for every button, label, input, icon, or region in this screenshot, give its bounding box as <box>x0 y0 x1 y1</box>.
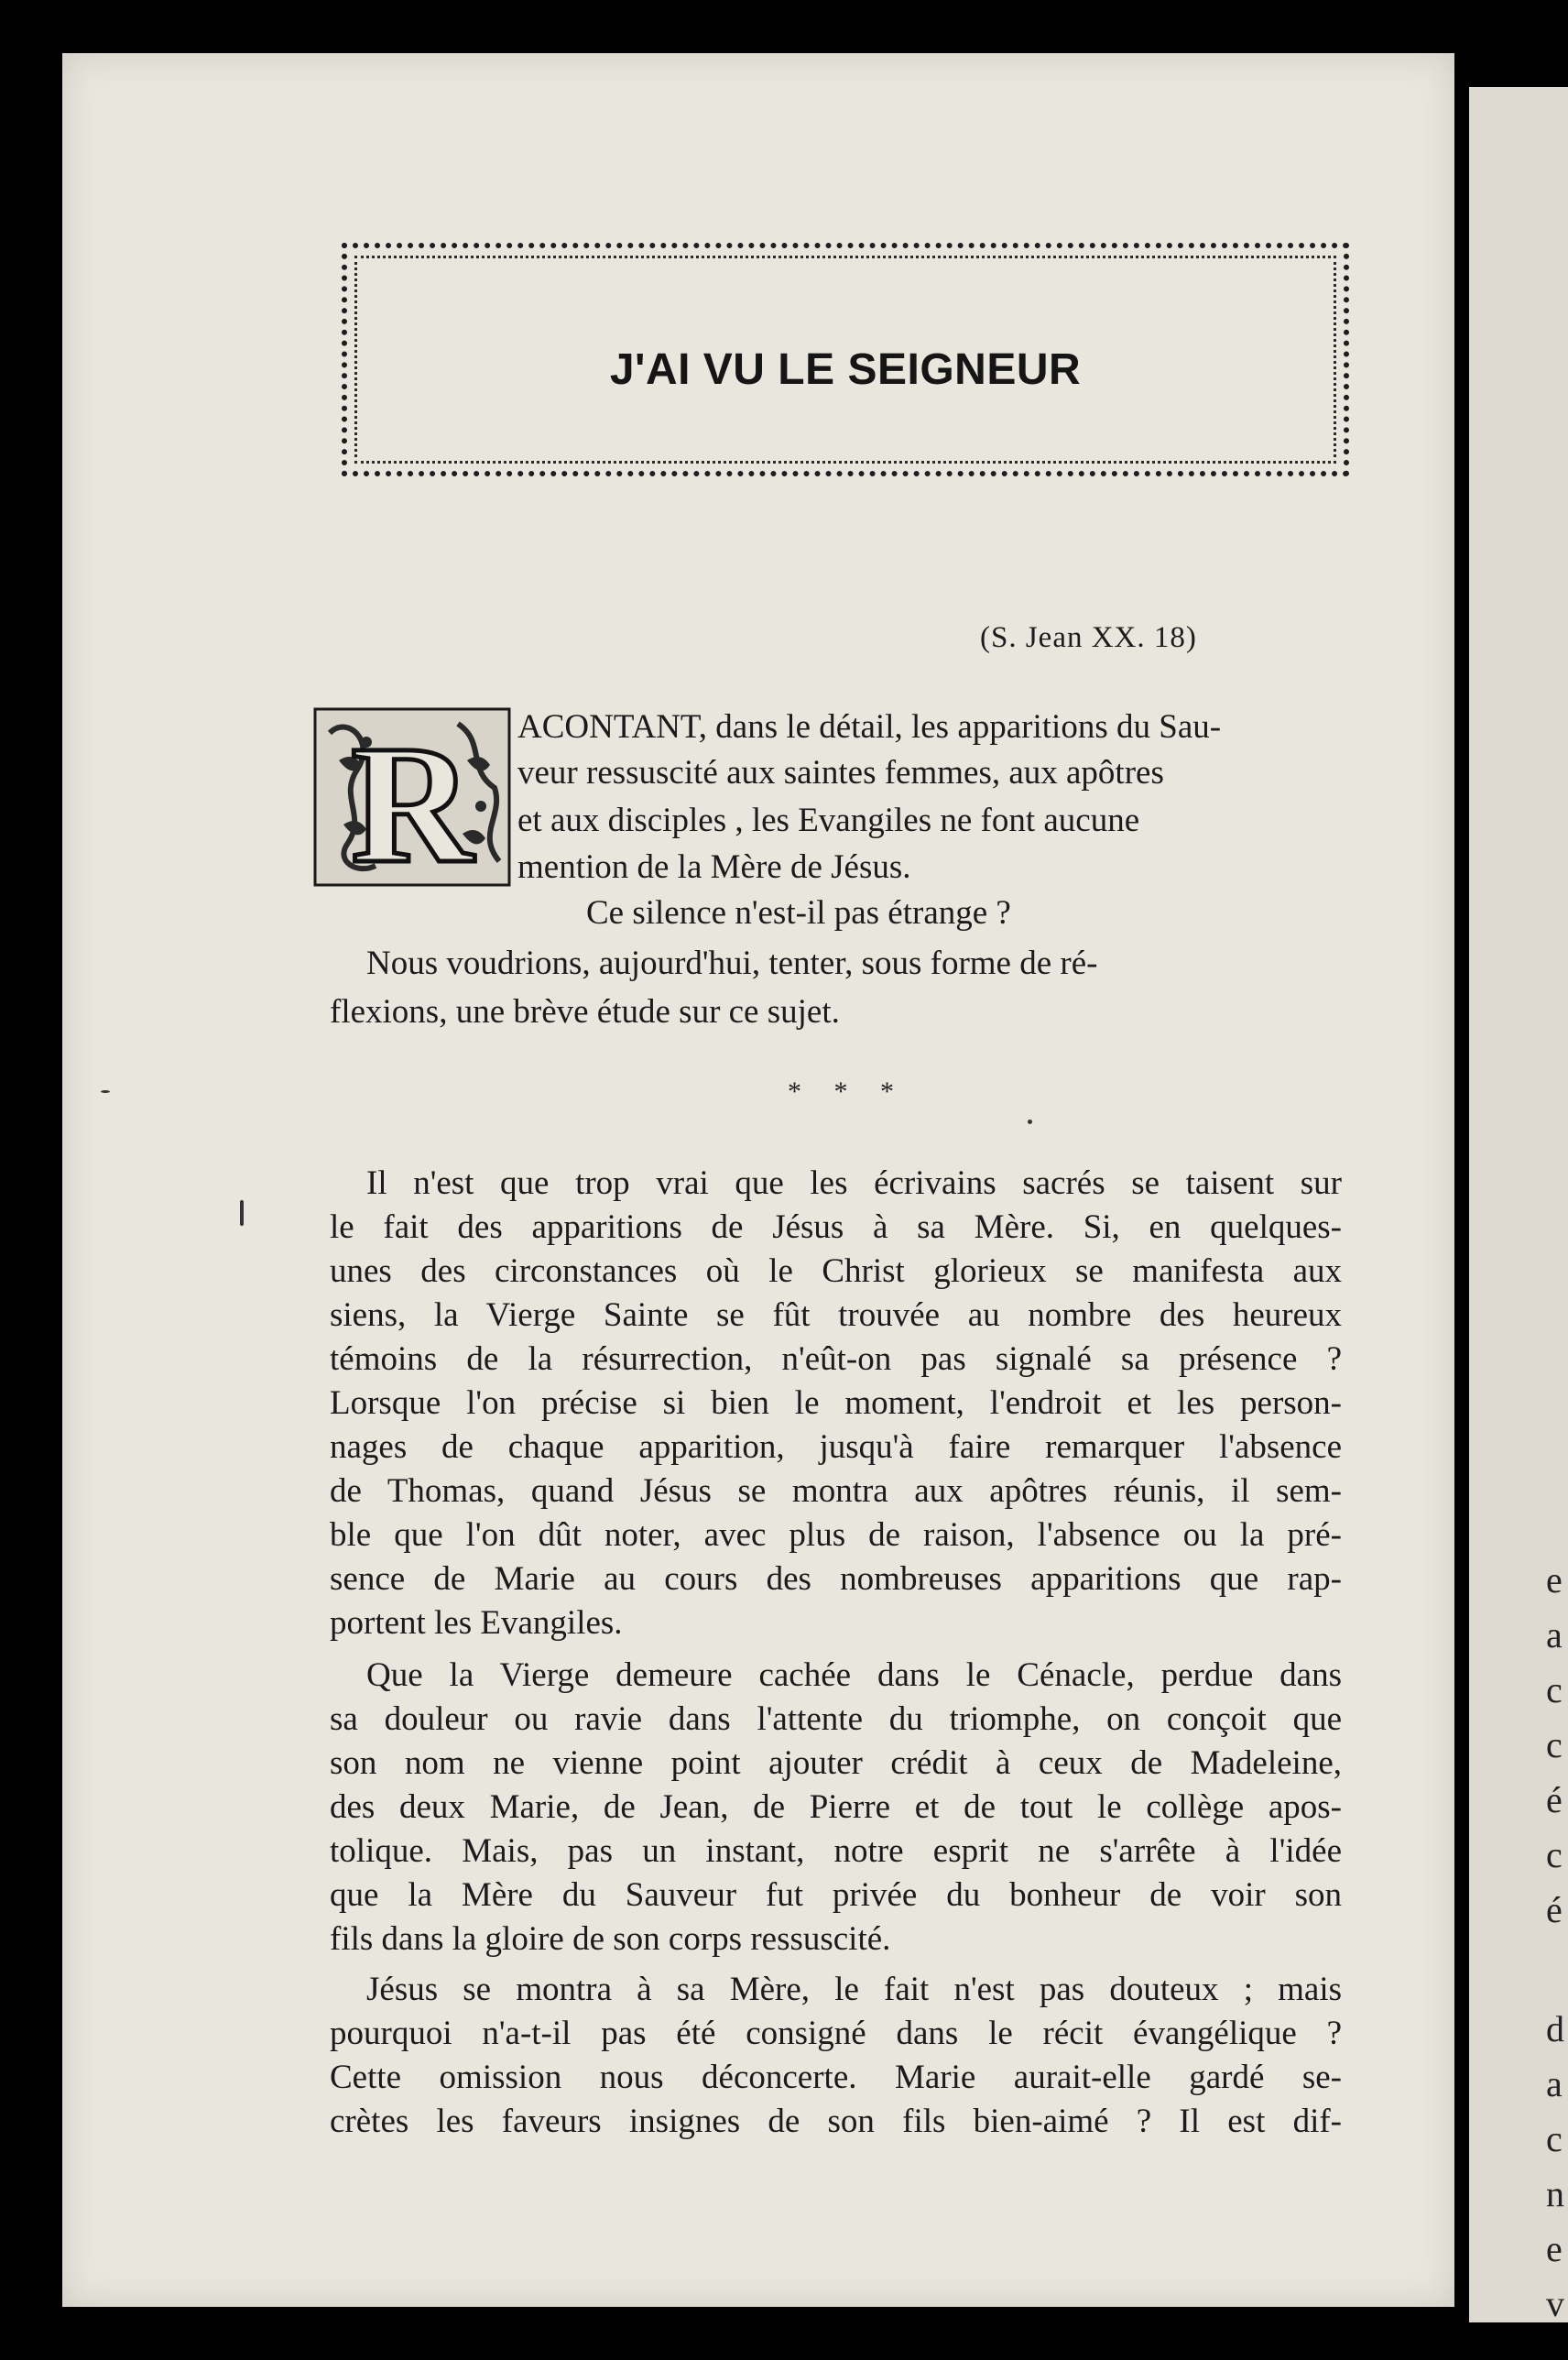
paragraph-line: sa douleur ou ravie dans l'attente du triomphe, on conçoit que <box>330 1700 1342 1738</box>
intro-line: ACONTANT, dans le détail, les apparitions du Sau- <box>517 708 1222 746</box>
paragraph-line: fils dans la gloire de son corps ressuscité. <box>330 1920 891 1958</box>
paragraph-line: sence de Marie au cours des nombreuses apparitions que rap- <box>330 1560 1342 1598</box>
body-paragraph-3 <box>330 1968 1342 2144</box>
scan-speck <box>1028 1120 1032 1124</box>
edge-letter: c <box>1546 1669 1563 1710</box>
edge-letter: n <box>1546 2173 1564 2214</box>
section-separator: * * * <box>788 1076 907 1107</box>
scripture-reference: (S. Jean XX. 18) <box>980 621 1197 654</box>
body-paragraph-1 <box>330 1162 1342 1645</box>
intro-line: mention de la Mère de Jésus. <box>517 848 911 886</box>
paragraph-line: son nom ne vienne point ajouter crédit à ceux de Madeleine, <box>330 1744 1342 1782</box>
paragraph-line: pourquoi n'a-t-il pas été consigné dans le récit évangélique ? <box>330 2015 1342 2052</box>
title-frame <box>342 243 1349 476</box>
ornamental-dropcap <box>311 705 513 889</box>
edge-letter: d <box>1546 2008 1564 2049</box>
paragraph-line: tolique. Mais, pas un instant, notre esprit ne s'arrête à l'idée <box>330 1832 1342 1870</box>
paragraph-line: Que la Vierge demeure cachée dans le Cénacle, perdue dans <box>366 1656 1342 1694</box>
paragraph-line: le fait des apparitions de Jésus à sa Mère. Si, en quelques- <box>330 1208 1342 1246</box>
intro-line: veur ressuscité aux saintes femmes, aux apôtres <box>517 754 1164 792</box>
paragraph-line: ble que l'on dût noter, avec plus de raison, l'absence ou la pré- <box>330 1516 1342 1554</box>
body-paragraph-2 <box>330 1654 1342 1961</box>
paragraph-line: Jésus se montra à sa Mère, le fait n'est pas douteux ; mais <box>366 1971 1342 2008</box>
edge-letter: a <box>1546 2063 1563 2104</box>
paragraph-line: que la Mère du Sauveur fut privée du bonheur de voir son <box>330 1876 1342 1914</box>
paragraph-line: crètes les faveurs insignes de son fils bien-aimé ? Il est dif- <box>330 2103 1342 2140</box>
edge-letter: a <box>1546 1614 1563 1655</box>
intro-line: et aux disciples , les Evangiles ne font aucune <box>517 802 1140 839</box>
paragraph-line: portent les Evangiles. <box>330 1604 623 1642</box>
facing-page-letters <box>1546 1553 1568 2332</box>
paragraph-line: Il n'est que trop vrai que les écrivains sacrés se taisent sur <box>366 1164 1342 1202</box>
paragraph-line: unes des circonstances où le Christ glorieux se manifesta aux <box>330 1252 1342 1290</box>
scan-speck <box>101 1090 110 1093</box>
scan-speck <box>240 1200 244 1226</box>
edge-letter: é <box>1546 1779 1563 1820</box>
edge-letter: é <box>1546 1889 1563 1930</box>
intro-paragraph-line: Nous voudrions, aujourd'hui, tenter, sous forme de ré- <box>366 945 1098 982</box>
intro-paragraph-line: flexions, une brève étude sur ce sujet. <box>330 993 840 1031</box>
edge-letter: c <box>1546 2118 1563 2159</box>
paragraph-line: témoins de la résurrection, n'eût-on pas signalé sa présence ? <box>330 1340 1342 1378</box>
paragraph-line: Lorsque l'on précise si bien le moment, l'endroit et les person- <box>330 1384 1342 1422</box>
paragraph-line: Cette omission nous déconcerte. Marie aurait-elle gardé se- <box>330 2059 1342 2096</box>
edge-letter: e <box>1546 2228 1563 2269</box>
edge-letter: c <box>1546 1834 1563 1875</box>
intro-question: Ce silence n'est-il pas étrange ? <box>586 894 1011 932</box>
paragraph-line: des deux Marie, de Jean, de Pierre et de tout le collège apos- <box>330 1788 1342 1826</box>
dropcap-letter: R <box>351 711 474 889</box>
edge-letter: e <box>1546 1559 1563 1601</box>
edge-letter: c <box>1546 1724 1563 1765</box>
chapter-title: J'AI VU LE SEIGNEUR <box>609 345 1082 394</box>
edge-letter: v <box>1546 2283 1564 2324</box>
paragraph-line: de Thomas, quand Jésus se montra aux apôtres réunis, il sem- <box>330 1472 1342 1510</box>
paragraph-line: nages de chaque apparition, jusqu'à faire remarquer l'absence <box>330 1428 1342 1466</box>
paragraph-line: siens, la Vierge Sainte se fût trouvée au nombre des heureux <box>330 1296 1342 1334</box>
